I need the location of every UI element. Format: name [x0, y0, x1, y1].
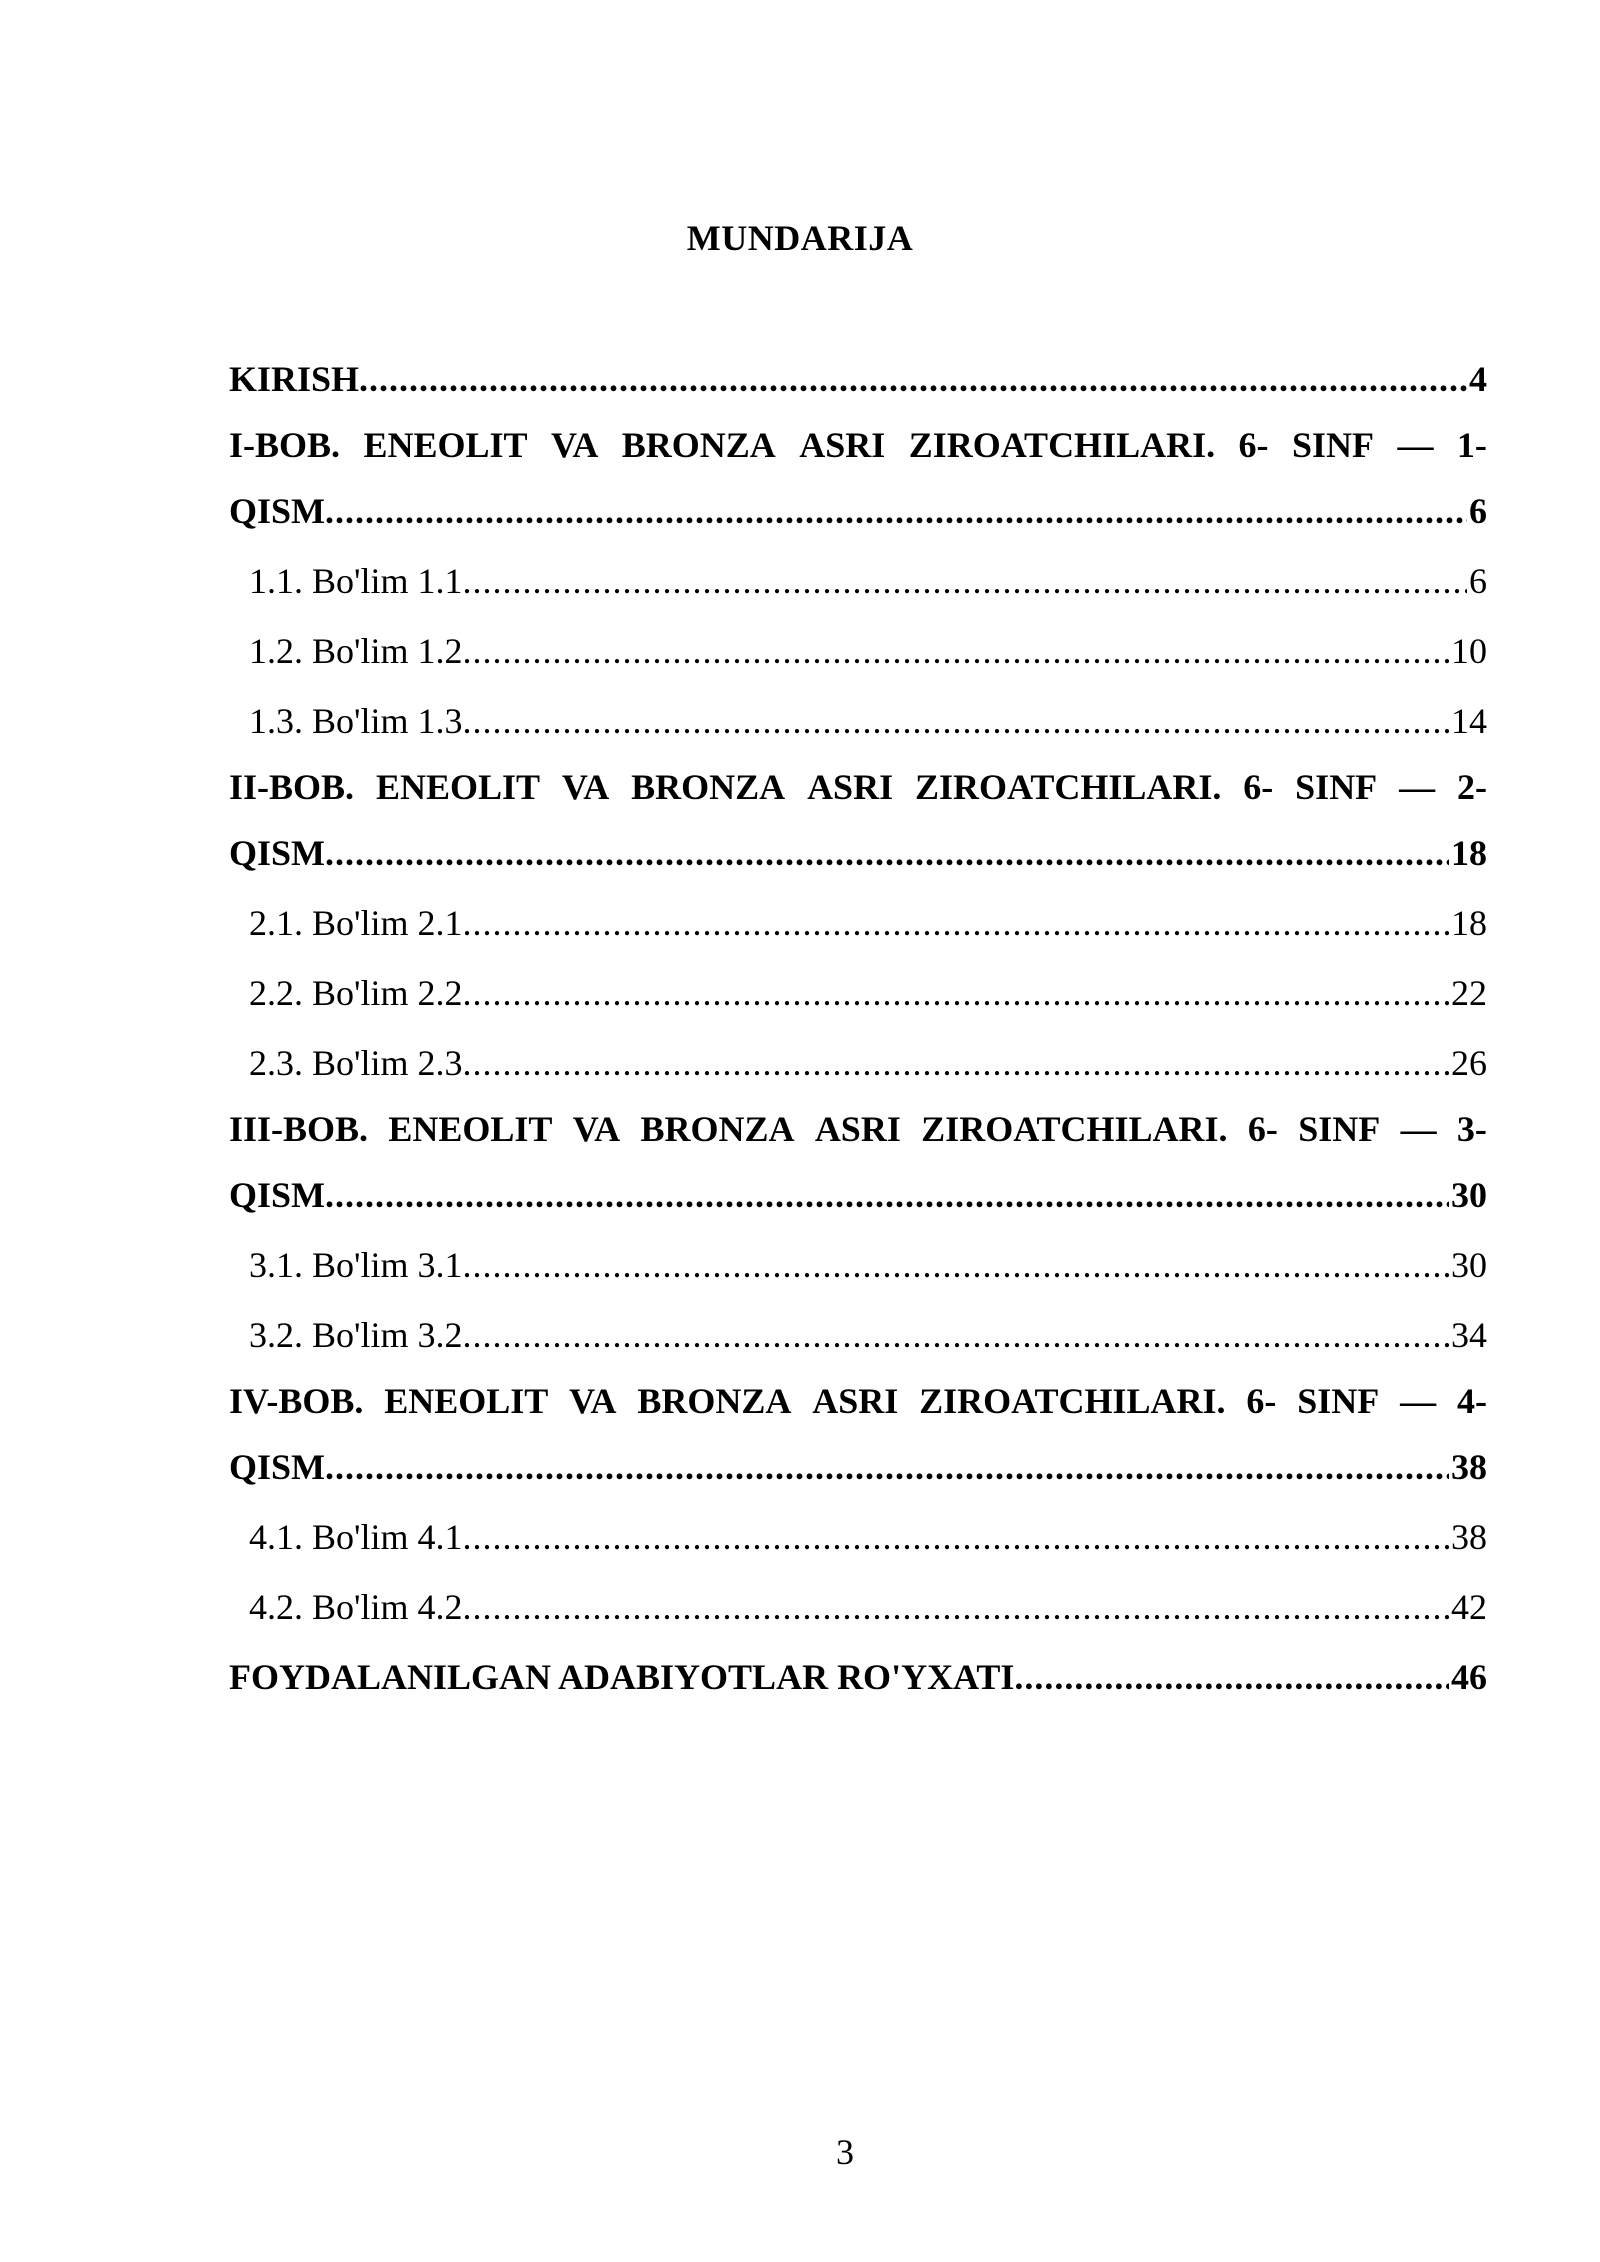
- toc-section-4-1[interactable]: [229, 1502, 1487, 1572]
- chapter-heading-line: [229, 1370, 1487, 1432]
- toc-chapter-2[interactable]: [229, 756, 1487, 888]
- chapter-word: ZIROATCHILARI.: [919, 1381, 1226, 1421]
- toc-page-number: 30: [1451, 1175, 1487, 1215]
- toc-entry-label: 4.1. Bo'lim 4.1: [249, 1517, 463, 1557]
- dot-leader: [463, 1572, 1449, 1642]
- chapter-word: VA: [550, 425, 599, 465]
- toc-entry-label: QISM: [229, 1175, 326, 1215]
- chapter-word: ZIROATCHILARI.: [914, 767, 1222, 807]
- chapter-word: 6-: [1246, 1381, 1277, 1421]
- chapter-word: 4-: [1457, 1381, 1487, 1421]
- toc-entry-label: 3.1. Bo'lim 3.1: [249, 1245, 463, 1285]
- toc-entry-label: 2.1. Bo'lim 2.1: [249, 903, 463, 943]
- chapter-word: ASRI: [807, 767, 894, 807]
- toc-section-2-1[interactable]: [229, 888, 1487, 958]
- dot-leader: [463, 1502, 1449, 1572]
- chapter-heading-line2: [229, 476, 1487, 546]
- toc-page-number: 30: [1451, 1245, 1487, 1285]
- chapter-word: IV-BOB.: [229, 1381, 364, 1421]
- toc-entry-label: FOYDALANILGAN ADABIYOTLAR RO'YXATI: [229, 1657, 1015, 1697]
- toc-entry-label: QISM: [229, 491, 326, 531]
- toc-page-number: 14: [1451, 701, 1487, 741]
- dot-leader: [463, 958, 1449, 1028]
- chapter-heading-line2: [229, 1432, 1487, 1502]
- toc-page-number: 38: [1451, 1447, 1487, 1487]
- toc-page-number: 10: [1451, 631, 1487, 671]
- toc-entry-label: 3.2. Bo'lim 3.2: [249, 1315, 463, 1355]
- dot-leader: [1014, 1642, 1449, 1712]
- dot-leader: [463, 686, 1449, 756]
- chapter-word: ENEOLIT: [388, 1109, 553, 1149]
- dot-leader: [359, 344, 1467, 414]
- chapter-word: ASRI: [812, 1381, 899, 1421]
- toc-entry-label: QISM: [229, 1447, 326, 1487]
- toc-chapter-3[interactable]: [229, 1098, 1487, 1230]
- toc-entry-intro[interactable]: [229, 344, 1487, 414]
- toc-entry-label: QISM: [229, 833, 326, 873]
- chapter-word: —: [1397, 425, 1434, 465]
- chapter-word: BRONZA: [637, 1381, 792, 1421]
- chapter-word: SINF: [1295, 767, 1378, 807]
- page-number: 3: [836, 2132, 854, 2172]
- chapter-word: 3-: [1456, 1109, 1487, 1149]
- toc-page-number: 4: [1469, 359, 1487, 399]
- dot-leader: [463, 888, 1449, 958]
- page-title: MUNDARIJA: [686, 218, 914, 258]
- toc-entry-label: 4.2. Bo'lim 4.2: [249, 1587, 463, 1627]
- toc-page-number: 34: [1451, 1315, 1487, 1355]
- chapter-word: 6-: [1238, 425, 1269, 465]
- toc-page-number: 46: [1451, 1657, 1487, 1697]
- toc-page-number: 6: [1469, 561, 1487, 601]
- dot-leader: [325, 476, 1467, 546]
- toc-section-1-3[interactable]: [229, 686, 1487, 756]
- chapter-word: ASRI: [799, 425, 886, 465]
- dot-leader: [325, 1432, 1449, 1502]
- dot-leader: [463, 1300, 1449, 1370]
- chapter-word: SINF: [1291, 425, 1374, 465]
- toc-entry-label: 1.2. Bo'lim 1.2: [249, 631, 463, 671]
- toc-entry-references[interactable]: [229, 1642, 1487, 1712]
- chapter-word: ENEOLIT: [384, 1381, 549, 1421]
- chapter-word: SINF: [1298, 1109, 1381, 1149]
- chapter-word: BRONZA: [640, 1109, 795, 1149]
- toc-section-2-3[interactable]: [229, 1028, 1487, 1098]
- toc-section-3-2[interactable]: [229, 1300, 1487, 1370]
- toc-page-number: 38: [1451, 1517, 1487, 1557]
- chapter-word: BRONZA: [631, 767, 786, 807]
- toc-chapter-1[interactable]: [229, 414, 1487, 546]
- chapter-word: ASRI: [814, 1109, 901, 1149]
- chapter-word: SINF: [1297, 1381, 1380, 1421]
- dot-leader: [325, 1160, 1449, 1230]
- toc-section-4-2[interactable]: [229, 1572, 1487, 1642]
- toc-chapter-4[interactable]: [229, 1370, 1487, 1502]
- table-of-contents: [229, 344, 1487, 1712]
- chapter-word: ZIROATCHILARI.: [908, 425, 1216, 465]
- chapter-word: VA: [569, 1381, 617, 1421]
- chapter-heading-line: [229, 414, 1487, 476]
- chapter-word: II-BOB.: [229, 767, 355, 807]
- chapter-heading-line2: [229, 1160, 1487, 1230]
- chapter-word: —: [1399, 767, 1436, 807]
- chapter-word: BRONZA: [621, 425, 776, 465]
- dot-leader: [325, 818, 1449, 888]
- chapter-word: —: [1400, 1109, 1437, 1149]
- chapter-word: ENEOLIT: [375, 767, 540, 807]
- toc-section-1-2[interactable]: [229, 616, 1487, 686]
- toc-page-number: 42: [1451, 1587, 1487, 1627]
- toc-page-number: 18: [1451, 833, 1487, 873]
- dot-leader: [463, 546, 1467, 616]
- chapter-word: ZIROATCHILARI.: [921, 1109, 1228, 1149]
- chapter-word: 2-: [1456, 767, 1487, 807]
- toc-section-2-2[interactable]: [229, 958, 1487, 1028]
- toc-entry-label: 2.3. Bo'lim 2.3: [249, 1043, 463, 1083]
- toc-entry-label: KIRISH: [229, 359, 360, 399]
- chapter-word: VA: [572, 1109, 621, 1149]
- dot-leader: [463, 1230, 1449, 1300]
- chapter-word: 6-: [1247, 1109, 1278, 1149]
- chapter-heading-line: [229, 1098, 1487, 1160]
- chapter-word: 1-: [1456, 425, 1487, 465]
- toc-entry-label: 1.1. Bo'lim 1.1: [249, 561, 463, 601]
- toc-page-number: 6: [1469, 491, 1487, 531]
- chapter-word: III-BOB.: [229, 1109, 369, 1149]
- chapter-heading-line2: [229, 818, 1487, 888]
- chapter-word: —: [1400, 1381, 1437, 1421]
- chapter-heading-line: [229, 756, 1487, 818]
- toc-entry-label: 1.3. Bo'lim 1.3: [249, 701, 463, 741]
- toc-page-number: 22: [1451, 973, 1487, 1013]
- toc-page-number: 26: [1451, 1043, 1487, 1083]
- dot-leader: [463, 616, 1449, 686]
- toc-entry-label: 2.2. Bo'lim 2.2: [249, 973, 463, 1013]
- chapter-word: 6-: [1243, 767, 1274, 807]
- chapter-word: ENEOLIT: [363, 425, 528, 465]
- toc-section-1-1[interactable]: [229, 546, 1487, 616]
- toc-page-number: 18: [1451, 903, 1487, 943]
- chapter-word: VA: [561, 767, 610, 807]
- chapter-word: I-BOB.: [229, 425, 341, 465]
- toc-section-3-1[interactable]: [229, 1230, 1487, 1300]
- dot-leader: [463, 1028, 1449, 1098]
